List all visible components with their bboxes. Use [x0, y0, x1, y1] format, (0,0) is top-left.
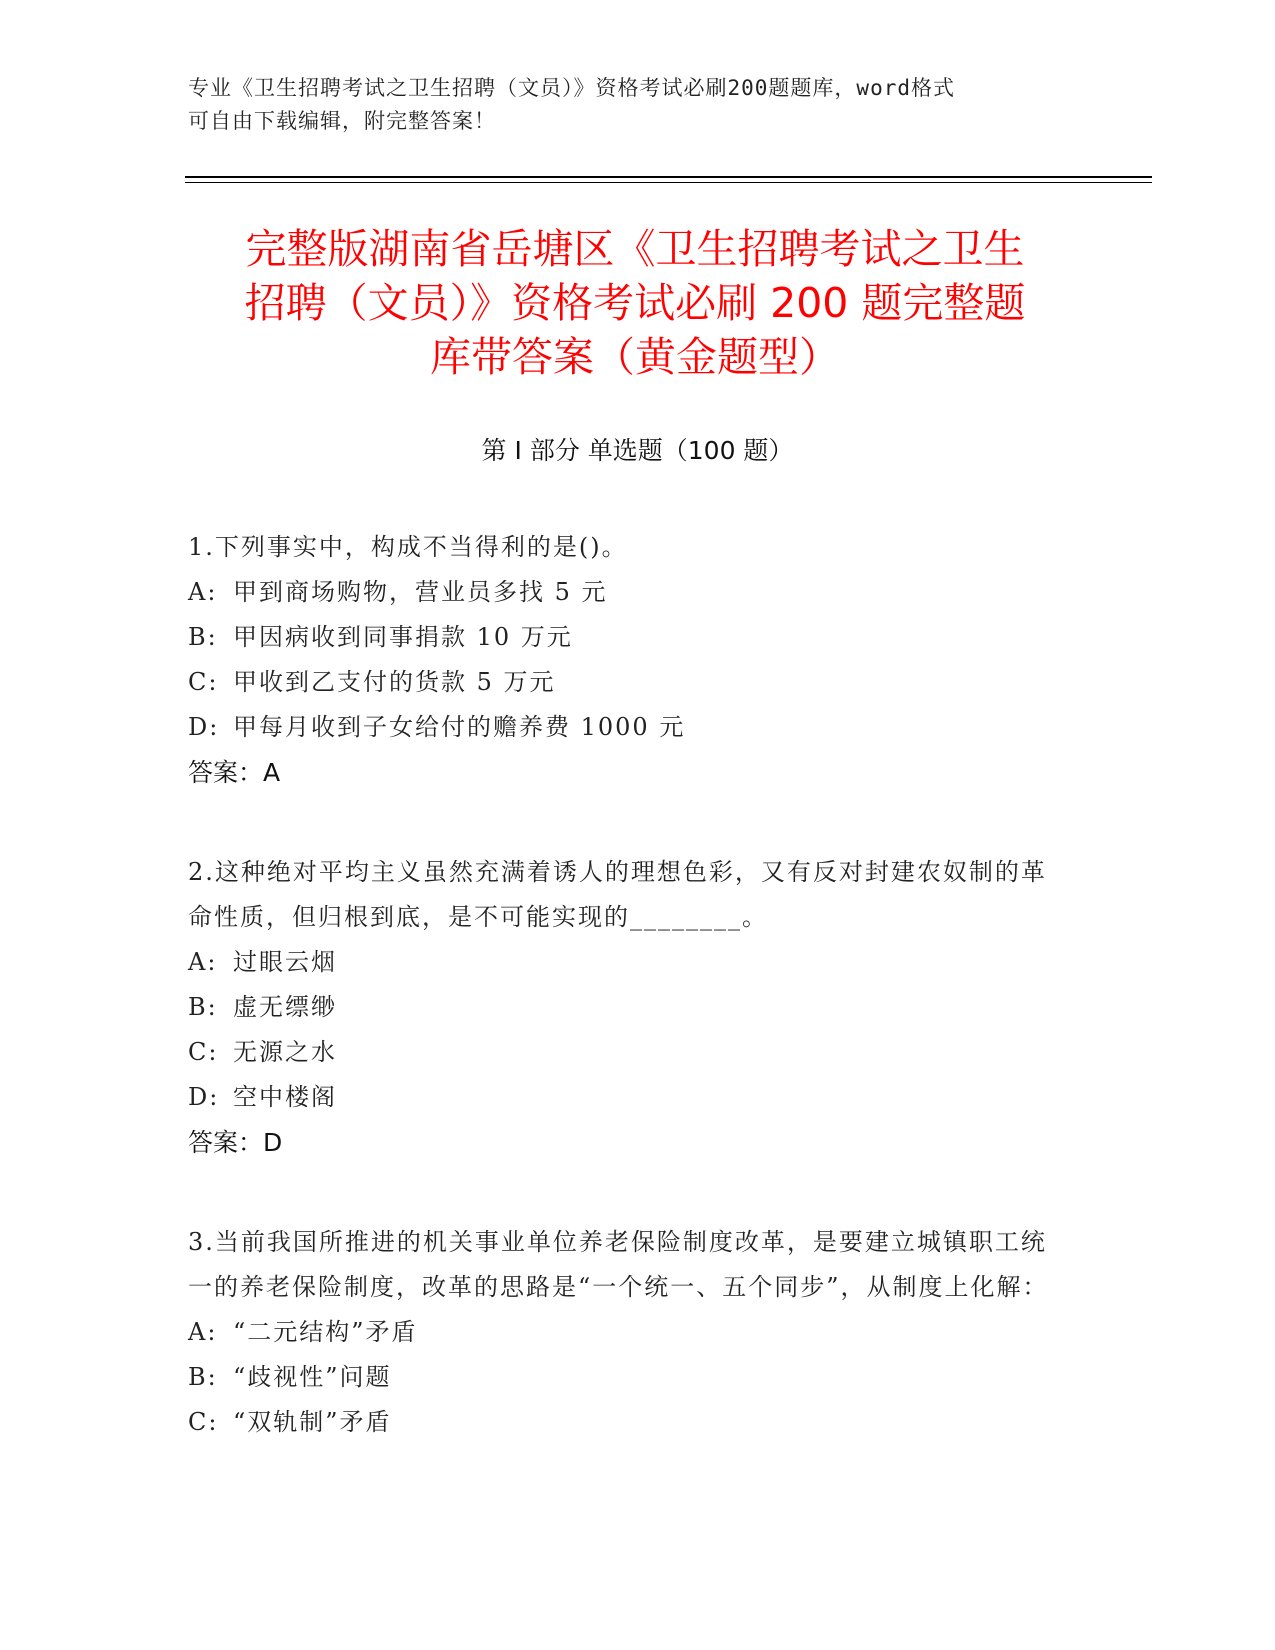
option-b	[188, 1355, 1068, 1400]
question-3	[188, 1220, 1068, 1445]
option-c	[188, 1400, 1068, 1445]
option-letter: C:	[188, 1408, 219, 1436]
option-a	[188, 570, 1068, 615]
option-text: “双轨制”矛盾	[233, 1408, 392, 1436]
answer: 答案：A	[188, 758, 281, 787]
option-letter: C:	[188, 1038, 219, 1066]
option-letter: D:	[188, 713, 220, 741]
option-text: 虚无缥缈	[233, 993, 337, 1021]
option-a	[188, 940, 1068, 985]
document-title	[190, 222, 1080, 384]
option-letter: C:	[188, 668, 219, 696]
question-list	[188, 525, 1068, 1500]
option-text: 甲因病收到同事捐款 10 万元	[233, 623, 573, 651]
option-text: 甲到商场购物，营业员多找 5 元	[233, 578, 608, 606]
option-a	[188, 1310, 1068, 1355]
option-text: 无源之水	[233, 1038, 337, 1066]
option-b	[188, 985, 1068, 1030]
section-title: 第 I 部分 单选题（100 题）	[481, 436, 794, 465]
question-stem: 3.当前我国所推进的机关事业单位养老保险制度改革，是要建立城镇职工统一的养老保险制度，改革的思路是“一个统一、五个同步”，从制度上化解：	[188, 1228, 1049, 1301]
document-title-line-2: 招聘（文员）》资格考试必刷 200 题完整题	[244, 279, 1026, 327]
answer: 答案：D	[188, 1128, 283, 1157]
header-note-line-2: 可自由下载编辑，附完整答案！	[188, 109, 496, 133]
question-2	[188, 850, 1068, 1165]
option-text: 空中楼阁	[233, 1083, 337, 1111]
header-divider-thick	[185, 176, 1152, 178]
option-d	[188, 1075, 1068, 1120]
option-letter: A:	[188, 578, 218, 606]
option-text: “二元结构”矛盾	[233, 1318, 418, 1346]
question-stem: 1.下列事实中，构成不当得利的是()。	[188, 533, 628, 561]
option-text: “歧视性”问题	[233, 1363, 392, 1391]
option-letter: D:	[188, 1083, 220, 1111]
document-title-line-3: 库带答案（黄金题型）	[430, 333, 840, 381]
option-b	[188, 615, 1068, 660]
header-divider-thin	[185, 182, 1152, 183]
option-text: 过眼云烟	[233, 948, 337, 976]
option-d	[188, 705, 1068, 750]
option-c	[188, 660, 1068, 705]
option-letter: A:	[188, 948, 218, 976]
option-letter: B:	[188, 1363, 218, 1391]
option-letter: B:	[188, 623, 218, 651]
document-title-line-1: 完整版湖南省岳塘区《卫生招聘考试之卫生	[245, 225, 1025, 273]
header-note	[188, 72, 1068, 138]
option-letter: A:	[188, 1318, 218, 1346]
option-c	[188, 1030, 1068, 1075]
option-text: 甲每月收到子女给付的赡养费 1000 元	[233, 713, 686, 741]
option-text: 甲收到乙支付的货款 5 万元	[233, 668, 556, 696]
option-letter: B:	[188, 993, 218, 1021]
question-1	[188, 525, 1068, 795]
header-note-line-1: 专业《卫生招聘考试之卫生招聘（文员）》资格考试必刷200题题库，word格式	[188, 76, 955, 100]
question-stem: 2.这种绝对平均主义虽然充满着诱人的理想色彩，又有反对封建农奴制的革命性质，但归根到底，是不可能实现的________。	[188, 858, 1047, 931]
